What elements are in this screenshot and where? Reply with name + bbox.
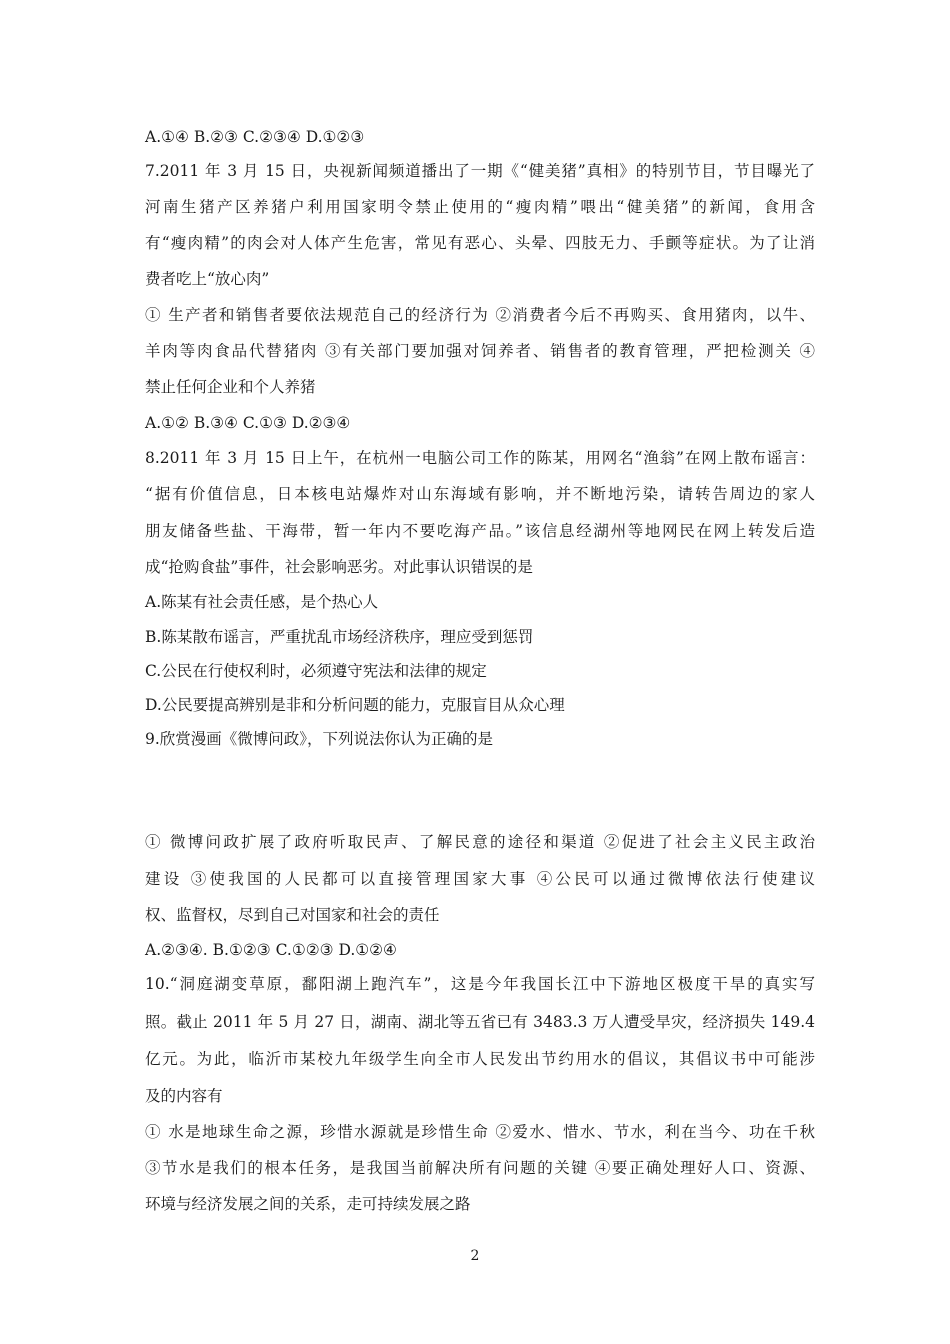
q9-statement-line-3: 权、监督权，尽到自己对国家和社会的责任: [145, 906, 440, 924]
q7-line-3: 有“瘦肉精”的肉会对人体产生危害，常见有恶心、头晕、四肢无力、手颤等症状。为了让消: [145, 234, 815, 252]
q10-statement-line-1: ① 水是地球生命之源，珍惜水源就是珍惜生命 ②爱水、惜水、节水，利在当今、功在千秋: [145, 1123, 815, 1141]
q8-line-4: 成“抢购食盐”事件，社会影响恶劣。对此事认识错误的是: [145, 558, 533, 576]
q9-options: A.②③④. B.①②③ C.①②③ D.①②④: [145, 941, 397, 959]
q8-line-3: 朋友储备些盐、干海带，暂一年内不要吃海产品。”该信息经湖州等地网民在网上转发后造: [145, 522, 815, 540]
q10-line-4: 及的内容有: [145, 1087, 223, 1105]
q7-statement-line-2: 羊肉等肉食品代替猪肉 ③有关部门要加强对饲养者、销售者的教育管理，严把检测关 ④: [145, 342, 815, 360]
q9-stem: 9.欣赏漫画《微博问政》，下列说法你认为正确的是: [145, 730, 494, 748]
q7-statement-line-1: ① 生产者和销售者要依法规范自己的经济行为 ②消费者今后不再购买、食用猪肉，以牛、: [145, 306, 815, 324]
q7-options: A.①② B.③④ C.①③ D.②③④: [145, 414, 351, 432]
q8-line-1: 8.2011 年 3 月 15 日上午，在杭州一电脑公司工作的陈某，用网名“渔翁”在网上散布谣言：: [145, 449, 815, 467]
q10-line-1: 10.“洞庭湖变草原，鄱阳湖上跑汽车”，这是今年我国长江中下游地区极度干旱的真实写: [145, 975, 815, 993]
q9-statement-line-1: ① 微博问政扩展了政府听取民声、了解民意的途径和渠道 ②促进了社会主义民主政治: [145, 833, 815, 851]
q8-option-a: A.陈某有社会责任感，是个热心人: [145, 593, 379, 611]
q8-line-2: “据有价值信息，日本核电站爆炸对山东海域有影响，并不断地污染，请转告周边的家人: [145, 485, 815, 503]
q10-statement-line-3: 环境与经济发展之间的关系，走可持续发展之路: [145, 1195, 471, 1213]
q8-option-b: B.陈某散布谣言，严重扰乱市场经济秩序，理应受到惩罚: [145, 628, 534, 646]
q8-option-c: C.公民在行使权利时，必须遵守宪法和法律的规定: [145, 662, 487, 680]
q7-line-1: 7.2011 年 3 月 15 日，央视新闻频道播出了一期《“健美猪”真相》的特别节目，节目曝光了: [145, 162, 815, 180]
q7-statement-line-3: 禁止任何企业和个人养猪: [145, 378, 316, 396]
q8-option-d: D.公民要提高辨别是非和分析问题的能力，克服盲目从众心理: [145, 696, 565, 714]
q10-line-3: 亿元。为此，临沂市某校九年级学生向全市人民发出节约用水的倡议，其倡议书中可能涉: [145, 1050, 815, 1068]
page-number: 2: [470, 1248, 480, 1264]
q6-options: A.①④ B.②③ C.②③④ D.①②③: [145, 128, 365, 146]
q10-line-2: 照。截止 2011 年 5 月 27 日，湖南、湖北等五省已有 3483.3 万人遭受旱灾，经济损失 149.4: [145, 1013, 815, 1031]
q10-statement-line-2: ③节水是我们的根本任务，是我国当前解决所有问题的关键 ④要正确处理好人口、资源、: [145, 1159, 815, 1177]
q7-line-2: 河南生猪产区养猪户利用国家明令禁止使用的“瘦肉精”喂出“健美猪”的新闻，食用含: [145, 198, 815, 216]
q9-statement-line-2: 建设 ③使我国的人民都可以直接管理国家大事 ④公民可以通过微博依法行使建议: [145, 870, 815, 888]
q7-line-4: 费者吃上“放心肉”: [145, 270, 270, 288]
